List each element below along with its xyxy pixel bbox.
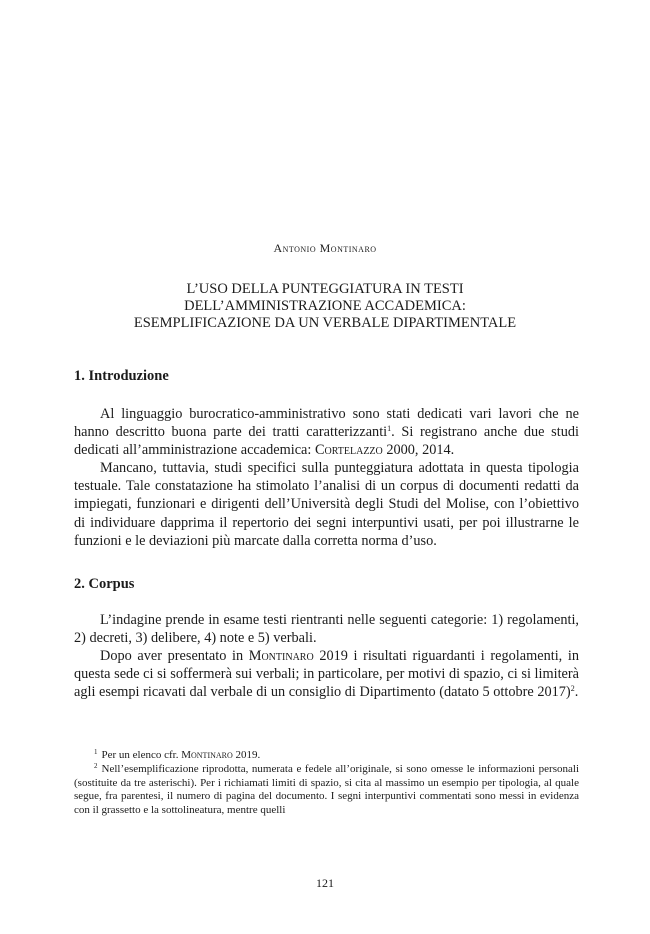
footnote-ref: 2 <box>570 684 575 694</box>
paragraph <box>74 647 579 701</box>
cited-author: Cortelazzo <box>314 442 383 459</box>
footnote-text: Per un elenco cfr. <box>101 749 182 761</box>
cited-author: Montinaro <box>248 648 314 665</box>
paragraph: L’indagine prende in esame testi rientranti nelle seguenti categorie: 1) regolamenti, 2) decreti, 3) delibere, 4) note e 5) verbali. <box>74 612 579 647</box>
paragraph: Mancano, tuttavia, studi specifici sulla punteggiatura adottata in questa tipologia testuale. Tale constatazione ha stimolato l’analisi di un corpus di documenti redatti da impiegati, funzionari e dirigenti dell’Università degli Studi del Molise, con l’obiettivo di individuare dapprima il repertorio dei segni interpuntivi usati, per poi illustrarne le funzioni e le deviazioni più marcate dalla corretta norma d’uso. <box>74 460 579 549</box>
paragraph-text: . <box>574 684 579 701</box>
section-heading-introduzione: 1. Introduzione <box>74 368 169 384</box>
section-body-introduzione <box>74 405 579 550</box>
title-line-1: L’USO DELLA PUNTEGGIATURA IN TESTI <box>186 281 464 297</box>
paragraph <box>74 405 579 459</box>
footnote-marker: 2 <box>94 761 98 770</box>
page-number: 121 <box>316 876 334 890</box>
title-line-2: DELL’AMMINISTRAZIONE ACCADEMICA: <box>184 298 466 314</box>
paragraph-text: . Si registrano anche due studi dedicati all’amministrazione accademica: <box>74 424 579 459</box>
article-title <box>0 281 650 332</box>
footnote-1 <box>74 749 579 763</box>
footnote-text: 2019. <box>232 749 261 761</box>
title-line-3: ESEMPLIFICAZIONE DA UN VERBALE DIPARTIMENTALE <box>133 315 517 331</box>
footnote-marker: 1 <box>94 748 98 756</box>
section-body-corpus <box>74 611 579 701</box>
footnote-ref: 1 <box>387 424 392 434</box>
paragraph-text: Dopo aver presentato in <box>100 648 249 665</box>
author-name: Antonio Montinaro <box>273 241 377 255</box>
footnotes <box>74 749 579 818</box>
section-heading-corpus: 2. Corpus <box>74 576 135 592</box>
footnote-2 <box>74 763 579 818</box>
cited-author: Montinaro <box>181 749 233 761</box>
paragraph-text: 2000, 2014. <box>382 442 455 459</box>
paragraph-text: Al linguaggio burocratico-amministrativo sono stati dedicati vari lavori che ne hanno descritto buona parte dei tratti caratterizzanti <box>74 406 579 441</box>
paragraph-text: 2019 i risultati riguardanti i regolamenti, in questa sede ci si soffermerà sui verbali; in particolare, per motivi di spazio, ci si limiterà agli esempi ricavati dal verbale di un consiglio di Dipartimento (datato 5 ottobre 2017) <box>74 648 579 701</box>
footnote-text: Nell’esemplificazione riprodotta, numerata e fedele all’originale, si sono omesse le informazioni personali (sostituite da tre asterischi). Per i richiamati limiti di spazio, si cita al massimo un esempio per tipologia, al quale segue, fra parentesi, il numero di pagina del documento. I segni interpuntivi commentati sono messi in evidenza con il grassetto e la sottolineatura, mentre quelli <box>74 762 579 817</box>
